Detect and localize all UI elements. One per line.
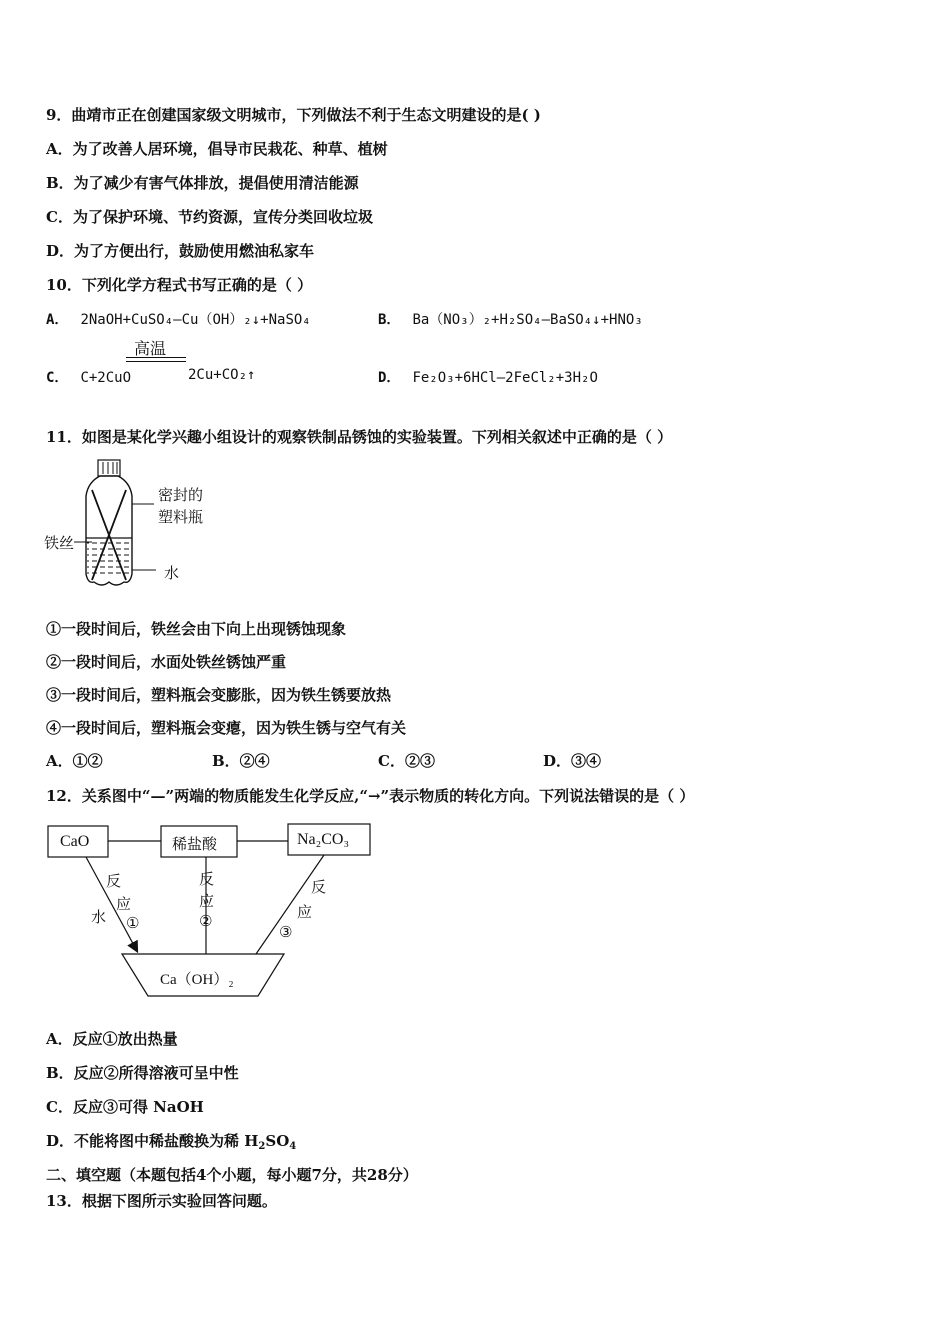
- q11-bottle-figure: [44, 456, 234, 592]
- q12-box-caoh2-label: Ca（OH）₂: [160, 972, 234, 988]
- q10-b-label: B．: [378, 312, 401, 328]
- q9-stem: 9．曲靖市正在创建国家级文明城市，下列做法不利于生态文明建设的是( ): [46, 106, 541, 124]
- q11-label-wire: 铁丝: [44, 534, 75, 552]
- q11-option-c: C．②③: [378, 752, 435, 770]
- q12-d-sub: 2: [258, 1141, 266, 1152]
- q12-d-sub2: 4: [289, 1141, 297, 1152]
- q13-stem: 13．根据下图所示实验回答问题。: [46, 1192, 277, 1210]
- q9-option-b: B．为了减少有害气体排放，提倡使用清洁能源: [46, 174, 359, 192]
- q12-r1-char-c: ①: [126, 914, 140, 932]
- q12-r1-char-b: 应: [116, 895, 132, 913]
- q10-d-equation: Fe₂O₃+6HCl—2FeCl₂+3H₂O: [412, 370, 598, 386]
- q12-d-text: D．不能将图中稀盐酸换为稀 H: [46, 1132, 259, 1150]
- q9-option-c: C．为了保护环境、节约资源，宣传分类回收垃圾: [46, 208, 373, 226]
- q12-option-c: C．反应③可得 NaOH: [46, 1098, 204, 1116]
- q11-statement-1: ①一段时间后，铁丝会由下向上出现锈蚀现象: [46, 620, 347, 638]
- q12-r1-water: 水: [91, 908, 107, 926]
- q12-option-a: A．反应①放出热量: [46, 1030, 178, 1048]
- q9-option-d: D．为了方便出行，鼓励使用燃油私家车: [46, 242, 315, 260]
- q12-r2-char-a: 反: [199, 870, 215, 888]
- q11-statement-3: ③一段时间后，塑料瓶会变膨胀，因为铁生锈要放热: [46, 686, 392, 704]
- q12-stem: 12．关系图中“—”两端的物质能发生化学反应,“→”表示物质的转化方向。下列说法错误的是（ ）: [46, 787, 695, 805]
- q10-option-a: [46, 309, 311, 329]
- q12-box-na2co3-label: Na₂CO₃: [297, 831, 350, 848]
- q10-c-arrow-line-2: [126, 361, 186, 362]
- q11-statement-4: ④一段时间后，塑料瓶会变瘪，因为铁生锈与空气有关: [46, 719, 407, 737]
- q11-statement-2: ②一段时间后，水面处铁丝锈蚀严重: [46, 653, 287, 671]
- q10-c-left: C+2CuO: [80, 370, 132, 386]
- q11-option-a: A．①②: [46, 752, 103, 770]
- q12-r1-char-a: 反: [106, 872, 122, 890]
- q12-r3-char-c: ③: [279, 923, 293, 941]
- q11-label-bottle-1: 密封的: [158, 486, 204, 504]
- q10-option-c: [46, 367, 131, 387]
- q10-c-condition: 高温: [134, 339, 167, 358]
- q10-c-label: C．: [46, 370, 69, 386]
- q11-option-d: D．③④: [543, 752, 602, 770]
- q11-stem: 11．如图是某化学兴趣小组设计的观察铁制品锈蚀的实验装置。下列相关叙述中正确的是（ ）: [46, 428, 673, 446]
- q11-option-b: B．②④: [212, 752, 270, 770]
- q9-option-a: A．为了改善人居环境，倡导市民栽花、种草、植树: [46, 140, 388, 158]
- q12-option-b: B．反应②所得溶液可呈中性: [46, 1064, 239, 1082]
- q12-option-d: [46, 1130, 296, 1152]
- q10-b-equation: Ba（NO₃）₂+H₂SO₄—BaSO₄↓+HNO₃: [412, 312, 643, 328]
- section-2-heading: 二、填空题（本题包括4个小题，每小题7分，共28分）: [46, 1166, 418, 1184]
- q10-d-label: D．: [378, 370, 401, 386]
- q12-d-mid: SO: [265, 1132, 290, 1150]
- q10-option-b: [378, 309, 643, 329]
- q10-c-arrow-line-1: [126, 357, 186, 358]
- water-fill: [87, 538, 131, 578]
- q12-box-cao-label: CaO: [60, 833, 90, 850]
- q11-label-bottle-2: 塑料瓶: [158, 508, 204, 526]
- q10-a-equation: 2NaOH+CuSO₄—Cu（OH）₂↓+NaSO₄: [80, 312, 311, 328]
- q12-r3-char-b: 应: [297, 903, 313, 921]
- q10-c-right: 2Cu+CO₂↑: [188, 367, 256, 383]
- q10-a-label: A．: [46, 312, 69, 328]
- q12-r3-char-a: 反: [311, 878, 327, 896]
- q12-box-hcl-label: 稀盐酸: [172, 835, 218, 853]
- q12-r2-char-b: 应: [199, 892, 215, 910]
- q12-r2-char-c: ②: [199, 912, 213, 930]
- q10-stem: 10．下列化学方程式书写正确的是（ ）: [46, 276, 313, 294]
- q10-option-d: [378, 367, 598, 387]
- q11-label-water: 水: [164, 564, 180, 582]
